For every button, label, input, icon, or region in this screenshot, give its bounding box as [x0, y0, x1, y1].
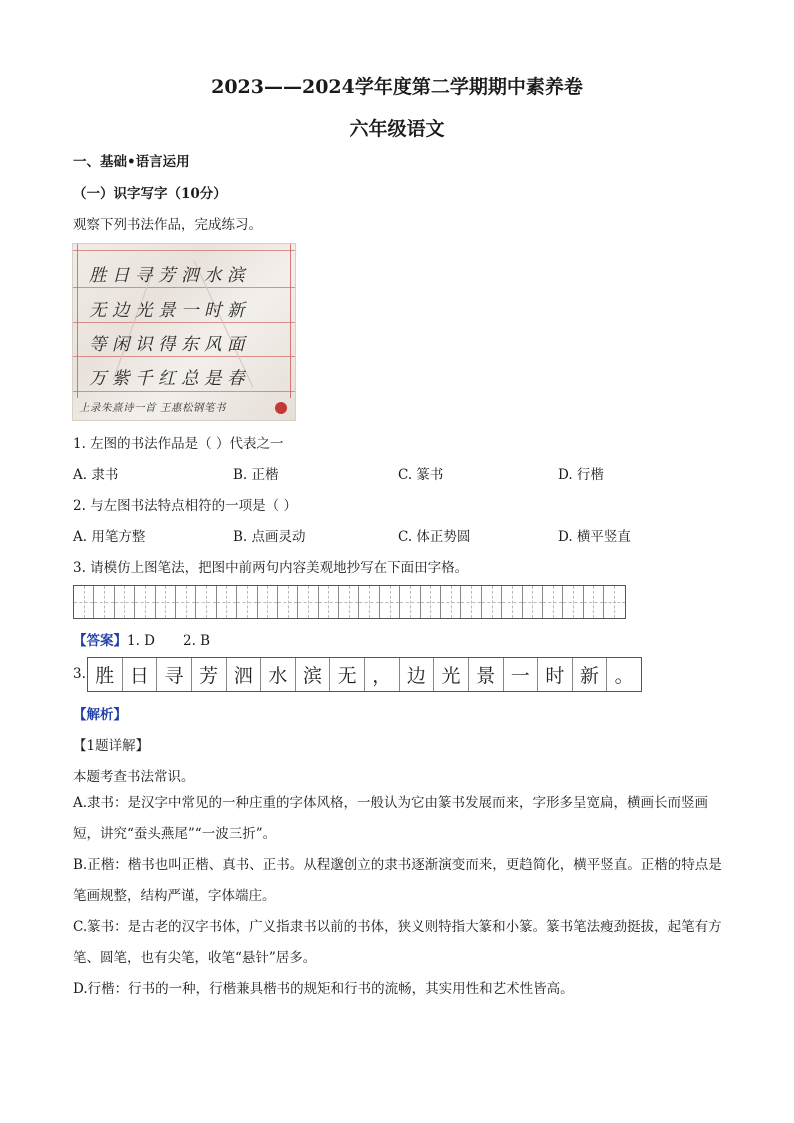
- answer-char-cell: 泗: [227, 658, 262, 691]
- calligraphy-line: 等闲识得东风面: [89, 335, 250, 355]
- answer-char-cell: 。: [614, 665, 634, 687]
- tian-grid-cell: [543, 586, 563, 618]
- answer-char-cell: 新: [573, 658, 608, 691]
- answer-char-cell: 寻: [157, 658, 192, 691]
- option-a: A. 用笔方整: [73, 529, 146, 545]
- analysis-item-a: A.隶书：是汉字中常见的一种庄重的字体风格，一般认为它由篆书发展而来，字形多呈宽扁，横画长而竖画短，讲究“蚕头燕尾”“一波三折”。: [73, 795, 709, 842]
- tian-grid-cell: [461, 586, 481, 618]
- answer-char-cell: 芳: [192, 658, 227, 691]
- page-subtitle: 六年级语文: [349, 118, 445, 140]
- tian-grid-cell: [380, 586, 400, 618]
- question-3-stem: 3. 请模仿上图笔法，把图中前两句内容美观地抄写在下面田字格。: [73, 560, 469, 576]
- answer-q3-box: [87, 657, 642, 692]
- tian-grid-cell: [196, 586, 216, 618]
- answer-char-cell: 无: [330, 658, 365, 691]
- tian-grid-cell: [563, 586, 583, 618]
- tian-grid-cell: [604, 586, 624, 618]
- option-a: A. 隶书: [73, 467, 119, 483]
- instruction-text: 观察下列书法作品，完成练习。: [73, 217, 262, 233]
- tian-grid-cell: [94, 586, 114, 618]
- question-2-stem: 2. 与左图书法特点相符的一项是（ ）: [73, 498, 297, 514]
- answer-q2: 2. B: [183, 633, 211, 649]
- answer-char-cell: 时: [538, 658, 573, 691]
- calligraphy-image: [72, 243, 296, 421]
- question-2-options: [73, 525, 753, 545]
- tian-grid-cell: [217, 586, 237, 618]
- subsection-heading: （一）识字写字（10分）: [73, 186, 227, 202]
- tian-grid-cell: [237, 586, 257, 618]
- answer-char-cell: 光: [434, 658, 469, 691]
- tian-grid-cell: [584, 586, 604, 618]
- answer-char-cell: 一: [504, 658, 539, 691]
- section-heading: 一、基础•语言运用: [73, 154, 190, 170]
- answer-char-cell: ，: [365, 658, 400, 691]
- tian-grid-cell: [156, 586, 176, 618]
- answer-line: [73, 629, 210, 649]
- tian-grid-cell: [359, 586, 379, 618]
- calligraphy-signature: 上录朱熹诗一首 王惠松钢笔书: [79, 402, 226, 414]
- tian-grid: [73, 585, 626, 619]
- answer-label: 【答案】: [73, 633, 127, 649]
- tian-grid-cell: [176, 586, 196, 618]
- tian-grid-cell: [523, 586, 543, 618]
- answer-char-cell: 胜: [88, 658, 123, 691]
- tian-grid-cell: [135, 586, 155, 618]
- calligraphy-line: 无边光景一时新: [89, 301, 250, 321]
- question-1-options: [73, 463, 753, 483]
- tian-grid-cell: [258, 586, 278, 618]
- answer-char-cell: 滨: [296, 658, 331, 691]
- answer-q1: 1. D: [127, 633, 155, 649]
- analysis-item-c: C.篆书：是古老的汉字书体，广义指隶书以前的书体，狭义则特指大篆和小篆。篆书笔法瘦劲挺拔，起笔有方笔、圆笔，也有尖笔，收笔“悬针”居多。: [73, 919, 722, 966]
- tian-grid-cell: [74, 586, 94, 618]
- tian-grid-cell: [278, 586, 298, 618]
- seal-stamp-icon: [275, 402, 287, 414]
- tian-grid-cell: [115, 586, 135, 618]
- answer-char-cell: 水: [261, 658, 296, 691]
- option-d: D. 行楷: [558, 467, 604, 483]
- option-b: B. 点画灵动: [233, 529, 306, 545]
- answer-q3-prefix: 3.: [73, 666, 86, 682]
- option-c: C. 体正势圆: [398, 529, 471, 545]
- option-d: D. 横平竖直: [558, 529, 631, 545]
- analysis-intro: 本题考查书法常识。: [73, 769, 195, 785]
- answer-char-cell: 边: [400, 658, 435, 691]
- question-1-stem: 1. 左图的书法作品是（ ）代表之一: [73, 436, 284, 452]
- detail-label: 【1题详解】: [73, 738, 150, 754]
- analysis-label: 【解析】: [73, 707, 127, 723]
- tian-grid-cell: [298, 586, 318, 618]
- analysis-item-d: D.行楷：行书的一种，行楷兼具楷书的规矩和行书的流畅，其实用性和艺术性皆高。: [73, 981, 574, 997]
- calligraphy-line: 万紫千红总是春: [89, 369, 250, 389]
- option-b: B. 正楷: [233, 467, 279, 483]
- answer-char-cell: 景: [469, 658, 504, 691]
- answer-char-cell: 日: [123, 658, 158, 691]
- tian-grid-cell: [421, 586, 441, 618]
- option-c: C. 篆书: [398, 467, 444, 483]
- calligraphy-line: 胜日寻芳泗水滨: [89, 266, 250, 286]
- tian-grid-cell: [482, 586, 502, 618]
- analysis-item-b: B.正楷：楷书也叫正楷、真书、正书。从程邈创立的隶书逐渐演变而来，更趋简化，横平竖直。正楷的特点是笔画规整，结构严谨，字体端庄。: [73, 857, 722, 904]
- tian-grid-cell: [319, 586, 339, 618]
- page-title: 2023——2024学年度第二学期期中素养卷: [211, 76, 583, 98]
- tian-grid-cell: [441, 586, 461, 618]
- tian-grid-cell: [400, 586, 420, 618]
- tian-grid-cell: [502, 586, 522, 618]
- tian-grid-cell: [339, 586, 359, 618]
